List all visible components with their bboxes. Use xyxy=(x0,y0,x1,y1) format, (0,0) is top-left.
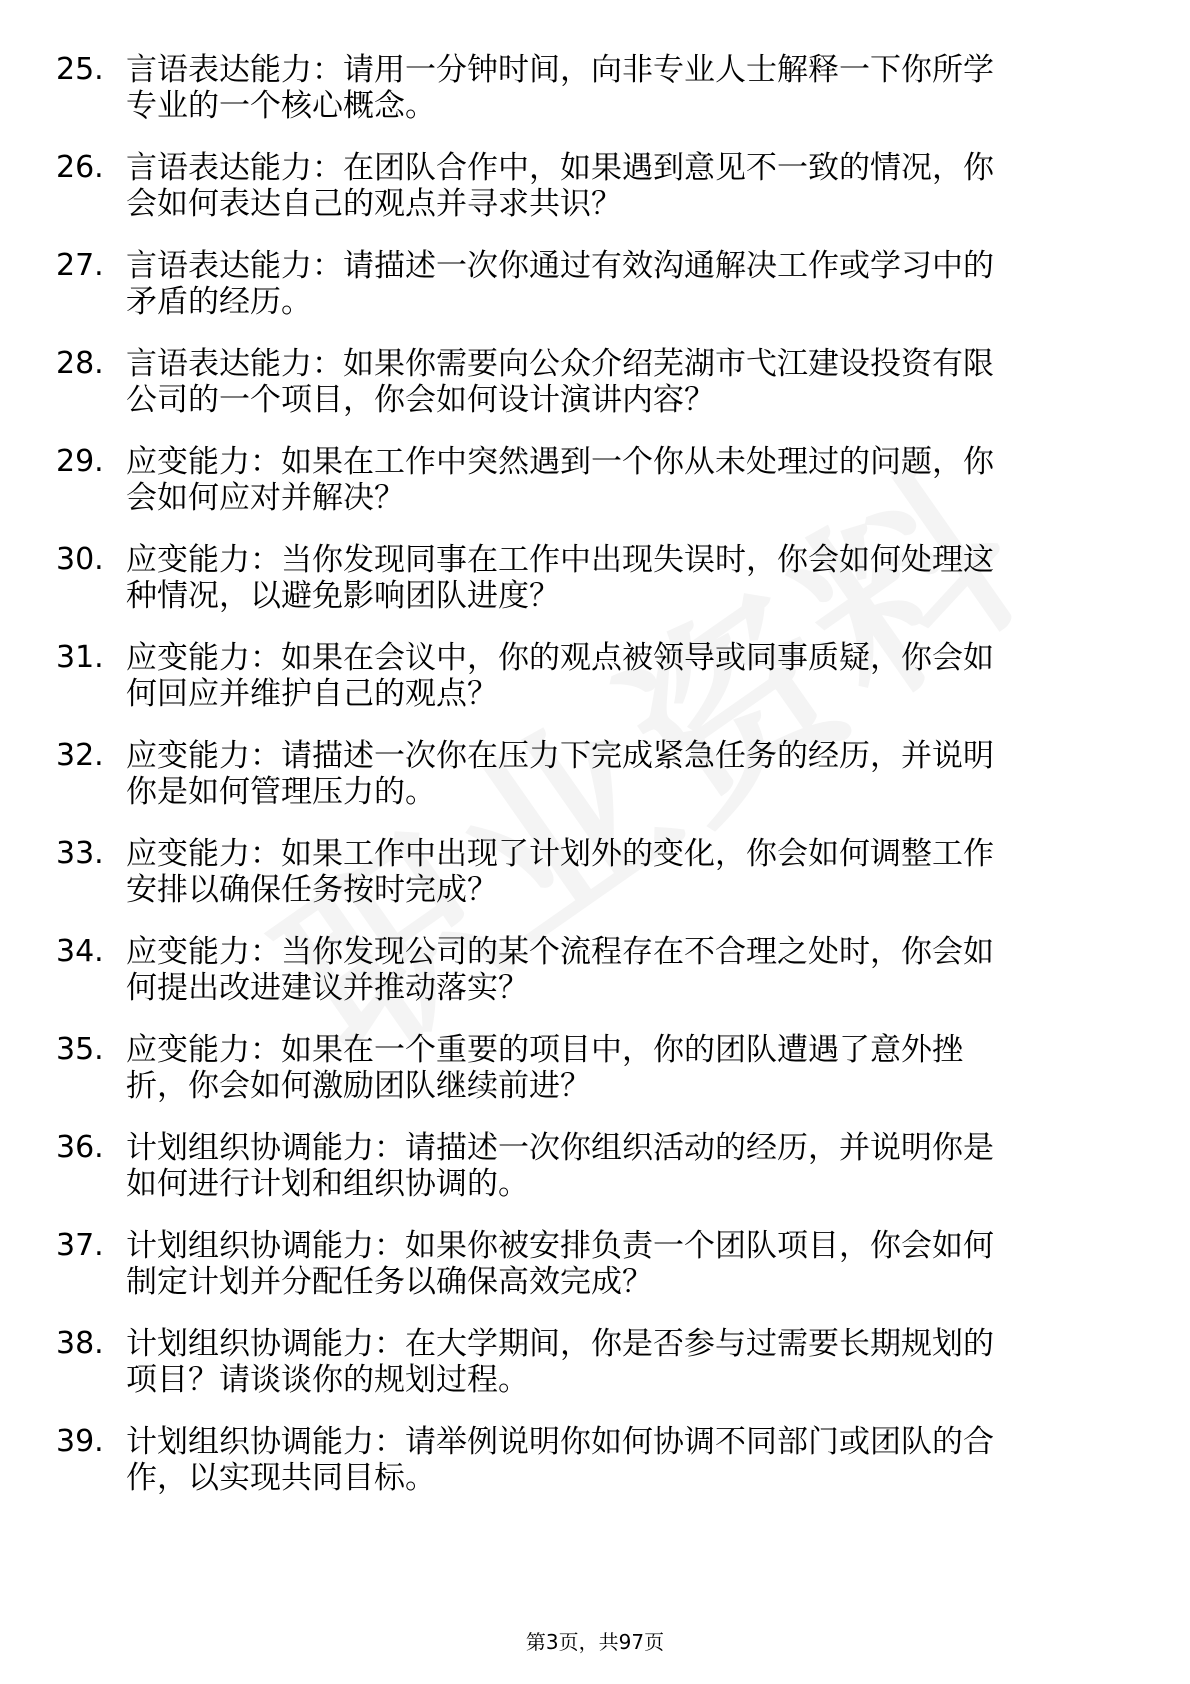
question-number: 36. xyxy=(56,1130,104,1165)
question-text-line: 应变能力：如果在工作中突然遇到一个你从未处理过的问题，你 xyxy=(126,444,994,480)
question-text-line: 制定计划并分配任务以确保高效完成？ xyxy=(126,1264,653,1300)
question-text-line: 你是如何管理压力的。 xyxy=(126,774,436,810)
question-number: 34. xyxy=(56,934,104,969)
question-text-line: 言语表达能力：在团队合作中，如果遇到意见不一致的情况，你 xyxy=(126,150,994,186)
question-text-line: 种情况，以避免影响团队进度？ xyxy=(126,578,560,614)
question-text-line: 何提出改进建议并推动落实？ xyxy=(126,970,529,1006)
question-text xyxy=(126,52,1106,124)
question-text xyxy=(126,640,1106,712)
question-text-line: 安排以确保任务按时完成？ xyxy=(126,872,498,908)
question-text xyxy=(126,346,1106,418)
question-text-line: 作，以实现共同目标。 xyxy=(126,1460,436,1496)
question-text xyxy=(126,1228,1106,1300)
question-item xyxy=(0,1130,1190,1228)
question-item xyxy=(0,444,1190,542)
question-text-line: 会如何应对并解决？ xyxy=(126,480,405,516)
question-text-line: 公司的一个项目，你会如何设计演讲内容？ xyxy=(126,382,715,418)
question-text xyxy=(126,444,1106,516)
question-text-line: 专业的一个核心概念。 xyxy=(126,88,436,124)
question-text xyxy=(126,738,1106,810)
question-text xyxy=(126,836,1106,908)
question-number: 35. xyxy=(56,1032,104,1067)
question-text-line: 何回应并维护自己的观点？ xyxy=(126,676,498,712)
question-item xyxy=(0,542,1190,640)
question-text-line: 计划组织协调能力：如果你被安排负责一个团队项目，你会如何 xyxy=(126,1228,994,1264)
question-item xyxy=(0,934,1190,1032)
question-item xyxy=(0,346,1190,444)
question-item xyxy=(0,1032,1190,1130)
question-text xyxy=(126,1424,1106,1496)
question-item xyxy=(0,150,1190,248)
question-text-line: 应变能力：当你发现公司的某个流程存在不合理之处时，你会如 xyxy=(126,934,994,970)
question-text-line: 如何进行计划和组织协调的。 xyxy=(126,1166,529,1202)
question-item xyxy=(0,738,1190,836)
question-number: 31. xyxy=(56,640,104,675)
question-item xyxy=(0,52,1190,150)
question-number: 32. xyxy=(56,738,104,773)
question-list xyxy=(0,52,1190,1522)
question-text-line: 应变能力：如果在会议中，你的观点被领导或同事质疑，你会如 xyxy=(126,640,994,676)
question-number: 37. xyxy=(56,1228,104,1263)
question-text-line: 应变能力：请描述一次你在压力下完成紧急任务的经历，并说明 xyxy=(126,738,994,774)
question-text xyxy=(126,150,1106,222)
question-text-line: 言语表达能力：请描述一次你通过有效沟通解决工作或学习中的 xyxy=(126,248,994,284)
question-text-line: 矛盾的经历。 xyxy=(126,284,312,320)
question-text xyxy=(126,934,1106,1006)
question-text xyxy=(126,1130,1106,1202)
question-text-line: 计划组织协调能力：请描述一次你组织活动的经历，并说明你是 xyxy=(126,1130,994,1166)
question-number: 26. xyxy=(56,150,104,185)
question-text xyxy=(126,1032,1106,1104)
question-number: 25. xyxy=(56,52,104,87)
question-number: 28. xyxy=(56,346,104,381)
question-text-line: 项目？请谈谈你的规划过程。 xyxy=(126,1362,529,1398)
question-text xyxy=(126,542,1106,614)
question-item xyxy=(0,248,1190,346)
question-text-line: 折，你会如何激励团队继续前进？ xyxy=(126,1068,591,1104)
question-text xyxy=(126,248,1106,320)
question-number: 29. xyxy=(56,444,104,479)
question-number: 39. xyxy=(56,1424,104,1459)
question-number: 27. xyxy=(56,248,104,283)
question-text xyxy=(126,1326,1106,1398)
question-item xyxy=(0,1424,1190,1522)
question-text-line: 应变能力：当你发现同事在工作中出现失误时，你会如何处理这 xyxy=(126,542,994,578)
question-item xyxy=(0,1326,1190,1424)
question-text-line: 应变能力：如果在一个重要的项目中，你的团队遭遇了意外挫 xyxy=(126,1032,963,1068)
question-number: 33. xyxy=(56,836,104,871)
question-text-line: 言语表达能力：如果你需要向公众介绍芜湖市弋江建设投资有限 xyxy=(126,346,994,382)
question-item xyxy=(0,640,1190,738)
question-text-line: 言语表达能力：请用一分钟时间，向非专业人士解释一下你所学 xyxy=(126,52,994,88)
question-number: 30. xyxy=(56,542,104,577)
question-text-line: 会如何表达自己的观点并寻求共识？ xyxy=(126,186,622,222)
question-item xyxy=(0,836,1190,934)
question-text-line: 计划组织协调能力：在大学期间，你是否参与过需要长期规划的 xyxy=(126,1326,994,1362)
page-footer: 第3页，共97页 xyxy=(525,1630,665,1654)
question-text-line: 计划组织协调能力：请举例说明你如何协调不同部门或团队的合 xyxy=(126,1424,994,1460)
question-text-line: 应变能力：如果工作中出现了计划外的变化，你会如何调整工作 xyxy=(126,836,994,872)
question-item xyxy=(0,1228,1190,1326)
question-number: 38. xyxy=(56,1326,104,1361)
